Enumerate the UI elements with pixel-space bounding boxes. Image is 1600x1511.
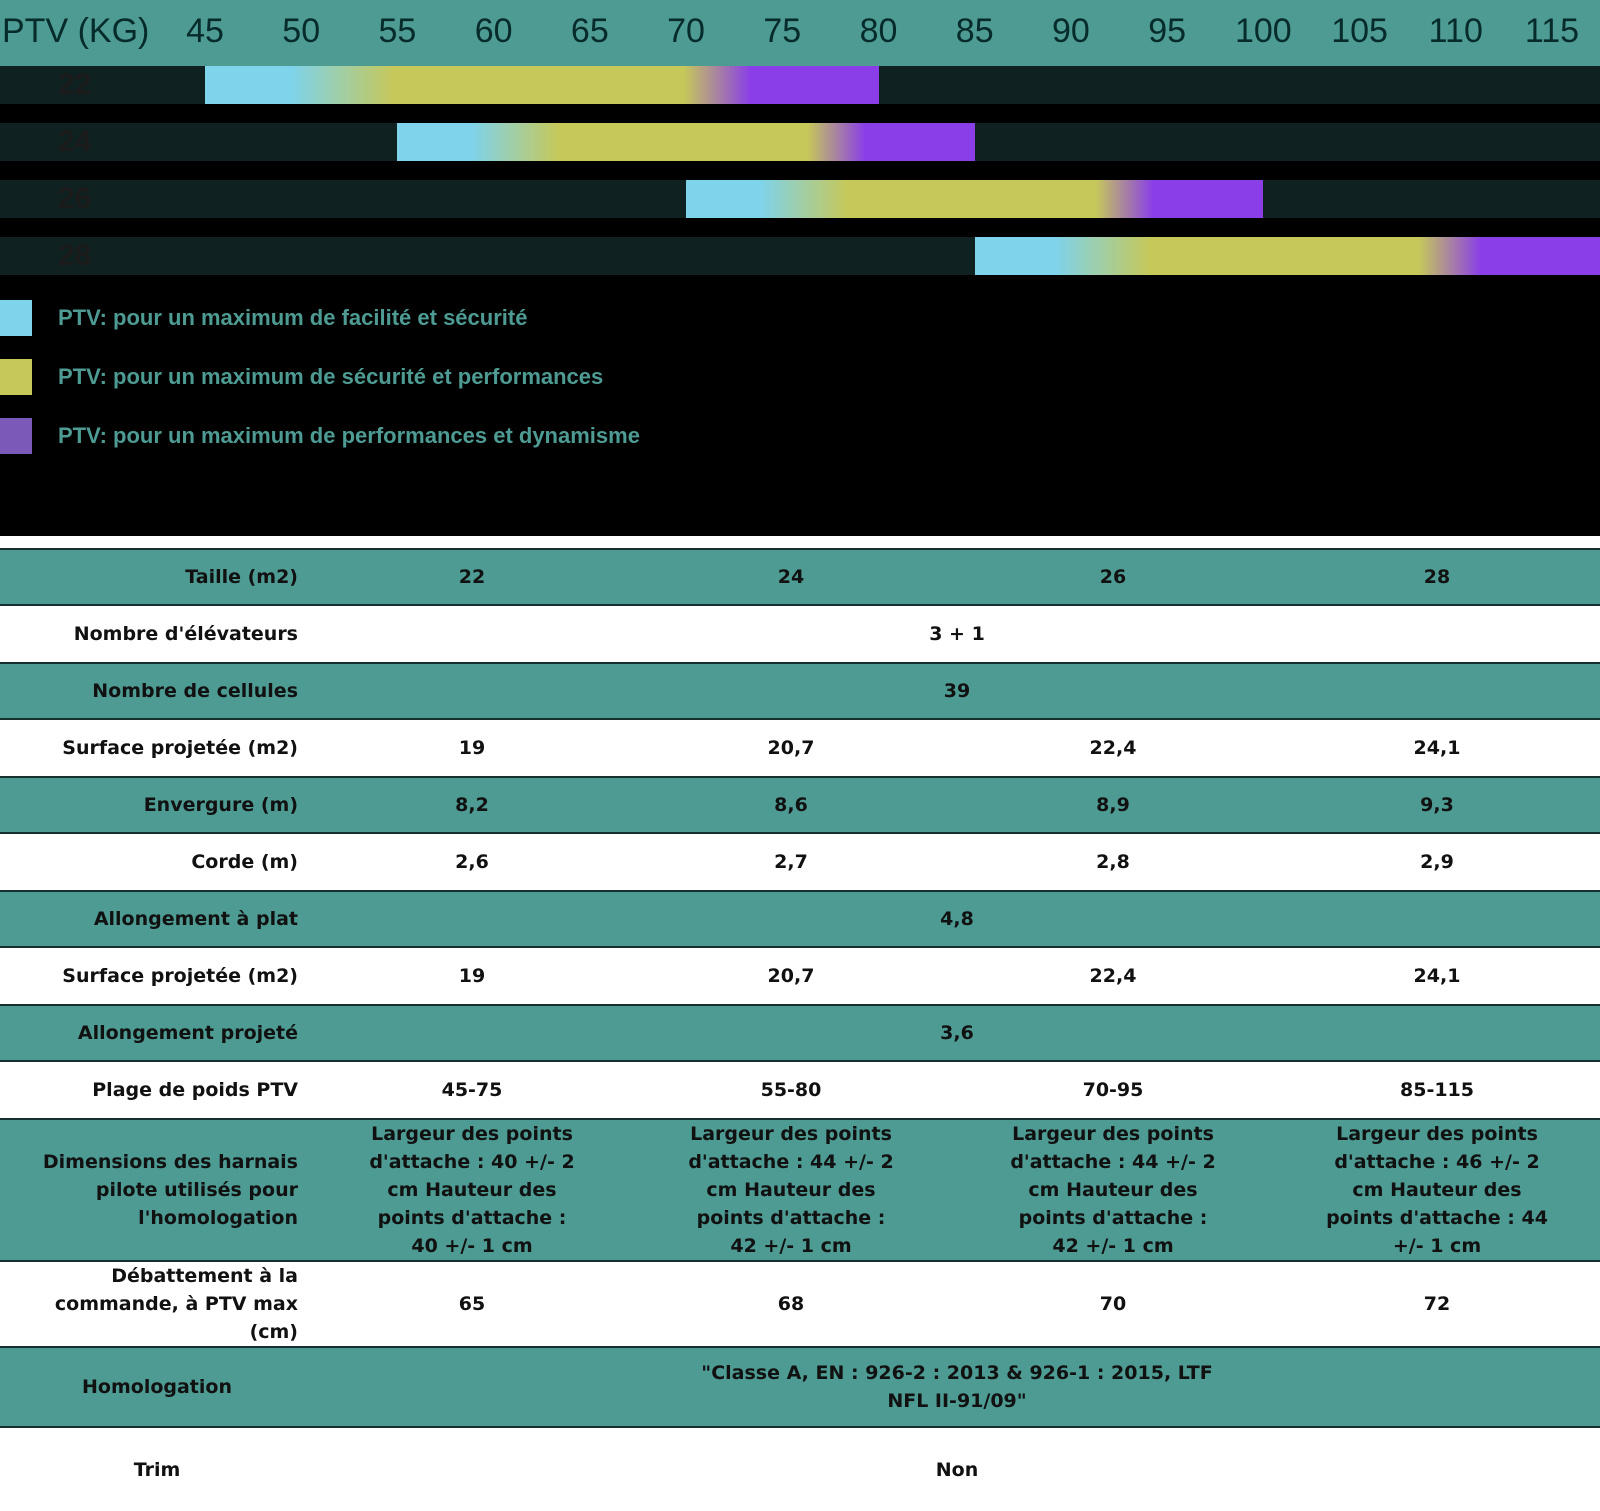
x-tick-label: 60 — [474, 12, 513, 50]
table-cell: 20,7 — [630, 947, 952, 1005]
ptv-chart — [0, 0, 1600, 536]
x-tick-label: 105 — [1331, 12, 1388, 50]
row-label: Débattement à la commande, à PTV max (cm) — [0, 1261, 314, 1347]
x-tick-label: 50 — [282, 12, 321, 50]
table-cell: 85-115 — [1274, 1061, 1600, 1119]
table-cell: 19 — [314, 719, 630, 777]
legend-label: PTV: pour un maximum de sécurité et performances — [58, 364, 604, 389]
row-label: Taille (m2) — [0, 549, 314, 605]
table-cell: 2,6 — [314, 833, 630, 891]
table-cell: 22,4 — [952, 719, 1274, 777]
row-label: Corde (m) — [0, 833, 314, 891]
table-cell: 39 — [314, 663, 1600, 719]
x-tick-label: 65 — [570, 12, 609, 50]
table-row — [0, 1347, 1600, 1427]
x-tick-label: 90 — [1052, 12, 1090, 50]
spec-table — [0, 548, 1600, 1511]
x-tick-label: 55 — [378, 12, 417, 50]
bar-row-label: 26 — [58, 182, 92, 215]
table-cell: 8,2 — [314, 777, 630, 833]
row-label: Surface projetée (m2) — [0, 947, 314, 1005]
table-row — [0, 1119, 1600, 1261]
x-tick-label: 95 — [1148, 12, 1187, 50]
legend-label: PTV: pour un maximum de performances et dynamisme — [58, 423, 640, 448]
x-tick-label: 100 — [1234, 12, 1292, 50]
row-label: Allongement projeté — [0, 1005, 314, 1061]
bar-row-label: 22 — [58, 68, 92, 101]
legend-swatch — [0, 418, 32, 454]
table-cell: 3 + 1 — [314, 605, 1600, 663]
ptv-range-bar — [686, 180, 1263, 218]
table-cell: 45-75 — [314, 1061, 630, 1119]
ptv-range-bar — [975, 237, 1600, 275]
ptv-range-bar — [205, 66, 879, 104]
table-cell: Largeur des points d'attache : 44 +/- 2 cm Hauteur des points d'attache : 42 +/- 1 cm — [630, 1119, 952, 1261]
x-tick-label: 110 — [1428, 12, 1483, 50]
legend-label: PTV: pour un maximum de facilité et sécurité — [58, 305, 528, 330]
x-tick-label: 80 — [859, 12, 898, 50]
x-tick-label: 75 — [763, 12, 802, 50]
legend-swatch — [0, 300, 32, 336]
row-label: Homologation — [0, 1347, 314, 1427]
table-row — [0, 947, 1600, 1005]
row-label: Dimensions des harnais pilote utilisés pour l'homologation — [0, 1119, 314, 1261]
bar-row-label: 24 — [58, 125, 92, 158]
table-cell: Largeur des points d'attache : 44 +/- 2 cm Hauteur des points d'attache : 42 +/- 1 cm — [952, 1119, 1274, 1261]
x-tick-label: 115 — [1524, 12, 1580, 50]
axis-title: PTV (KG) — [2, 12, 150, 50]
table-row — [0, 891, 1600, 947]
table-row — [0, 1005, 1600, 1061]
table-cell: 22 — [314, 549, 630, 605]
table-row — [0, 833, 1600, 891]
row-label: Allongement à plat — [0, 891, 314, 947]
table-cell: 65 — [314, 1261, 630, 1347]
table-cell: Largeur des points d'attache : 46 +/- 2 cm Hauteur des points d'attache : 44 +/- 1 cm — [1274, 1119, 1600, 1261]
row-label: Surface projetée (m2) — [0, 719, 314, 777]
table-cell: 72 — [1274, 1261, 1600, 1347]
table-cell: 70 — [952, 1261, 1274, 1347]
bar-row-label: 28 — [58, 239, 92, 272]
table-row — [0, 1261, 1600, 1347]
row-label: Envergure (m) — [0, 777, 314, 833]
x-tick-label: 85 — [955, 12, 994, 50]
table-cell: "Classe A, EN : 926-2 : 2013 & 926-1 : 2015, LTF NFL II-91/09" — [314, 1347, 1600, 1427]
table-row — [0, 1427, 1600, 1511]
table-cell: 9,3 — [1274, 777, 1600, 833]
table-cell: 28 — [1274, 549, 1600, 605]
table-cell: 24,1 — [1274, 719, 1600, 777]
table-cell: 8,9 — [952, 777, 1274, 833]
table-cell: 68 — [630, 1261, 952, 1347]
table-cell: Largeur des points d'attache : 40 +/- 2 cm Hauteur des points d'attache : 40 +/- 1 cm — [314, 1119, 630, 1261]
table-cell: 70-95 — [952, 1061, 1274, 1119]
table-row — [0, 1061, 1600, 1119]
table-cell: 24 — [630, 549, 952, 605]
table-cell: 20,7 — [630, 719, 952, 777]
table-cell: 19 — [314, 947, 630, 1005]
table-row — [0, 719, 1600, 777]
legend-swatch — [0, 359, 32, 395]
row-label: Nombre de cellules — [0, 663, 314, 719]
table-cell: 24,1 — [1274, 947, 1600, 1005]
table-cell: 3,6 — [314, 1005, 1600, 1061]
table-cell: 4,8 — [314, 891, 1600, 947]
row-label: Trim — [0, 1427, 314, 1511]
row-label: Nombre d'élévateurs — [0, 605, 314, 663]
table-cell: 22,4 — [952, 947, 1274, 1005]
x-tick-label: 70 — [667, 12, 705, 50]
table-cell: 8,6 — [630, 777, 952, 833]
table-row — [0, 663, 1600, 719]
ptv-range-bar — [397, 123, 974, 161]
table-cell: 2,8 — [952, 833, 1274, 891]
axis-header — [0, 0, 1600, 66]
table-cell: 26 — [952, 549, 1274, 605]
table-cell: Non — [314, 1427, 1600, 1511]
table-row — [0, 777, 1600, 833]
table-row — [0, 549, 1600, 605]
table-cell: 55-80 — [630, 1061, 952, 1119]
table-cell: 2,9 — [1274, 833, 1600, 891]
table-row — [0, 605, 1600, 663]
x-tick-label: 45 — [186, 12, 224, 50]
table-cell: 2,7 — [630, 833, 952, 891]
row-label: Plage de poids PTV — [0, 1061, 314, 1119]
